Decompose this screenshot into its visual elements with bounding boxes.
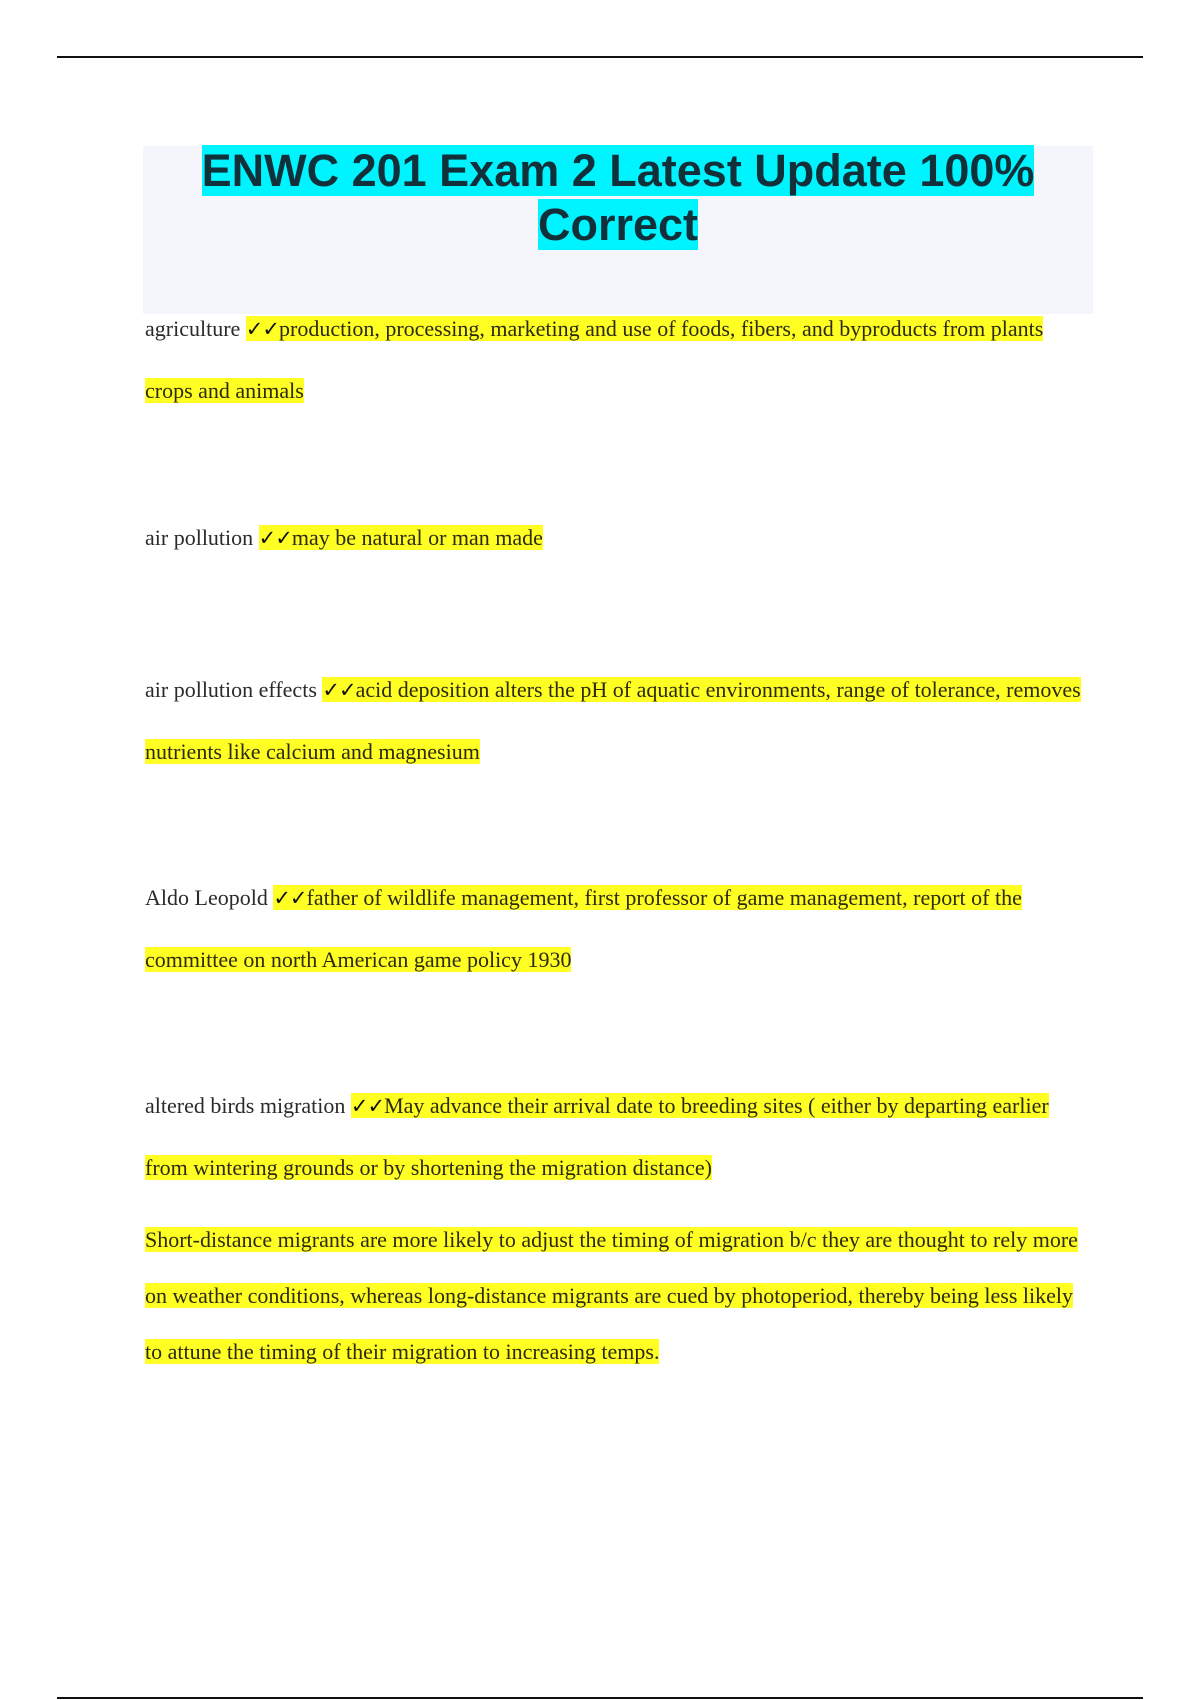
flashcard-entry-altered-birds-migration <box>145 1075 1085 1198</box>
flashcard-entry-air-pollution <box>145 507 1085 569</box>
top-rule <box>57 56 1143 58</box>
document-title-text: ENWC 201 Exam 2 Latest Update 100% Correct <box>201 145 1035 250</box>
bottom-rule <box>57 1697 1143 1699</box>
migration-explanation-paragraph <box>145 1212 1085 1380</box>
double-check-icon: ✓✓ <box>258 526 292 550</box>
entry-definition: production, processing, marketing and use of foods, fibers, and byproducts from plants crops and animals <box>145 316 1044 403</box>
document-title <box>143 144 1093 252</box>
double-check-icon: ✓✓ <box>273 886 307 910</box>
entry-term: agriculture <box>145 316 241 341</box>
entry-definition: may be natural or man made <box>291 525 543 550</box>
flashcard-entry-air-pollution-effects <box>145 659 1085 782</box>
entry-term: altered birds migration <box>145 1093 346 1118</box>
flashcard-entry-agriculture <box>145 298 1085 421</box>
double-check-icon: ✓✓ <box>245 317 279 341</box>
paragraph-text: Short-distance migrants are more likely to adjust the timing of migration b/c they are thought to rely more on weather conditions, whereas long-distance migrants are cued by photoperiod, thereby being less likely to attune the timing of their migration to increasing temps. <box>145 1227 1078 1364</box>
flashcard-entry-aldo-leopold <box>145 867 1085 990</box>
double-check-icon: ✓✓ <box>350 1094 385 1118</box>
entry-term: air pollution <box>145 525 254 550</box>
entry-definition: May advance their arrival date to breeding sites ( either by departing earlier from wintering grounds or by shortening the migration distance) <box>145 1093 1049 1180</box>
double-check-icon: ✓✓ <box>322 678 356 702</box>
entry-definition: father of wildlife management, first professor of game management, report of the committee on north American game policy 1930 <box>145 885 1022 972</box>
entry-term: air pollution effects <box>145 677 317 702</box>
entry-term: Aldo Leopold <box>145 885 268 910</box>
entry-definition: acid deposition alters the pH of aquatic environments, range of tolerance, removes nutrients like calcium and magnesium <box>145 677 1081 764</box>
